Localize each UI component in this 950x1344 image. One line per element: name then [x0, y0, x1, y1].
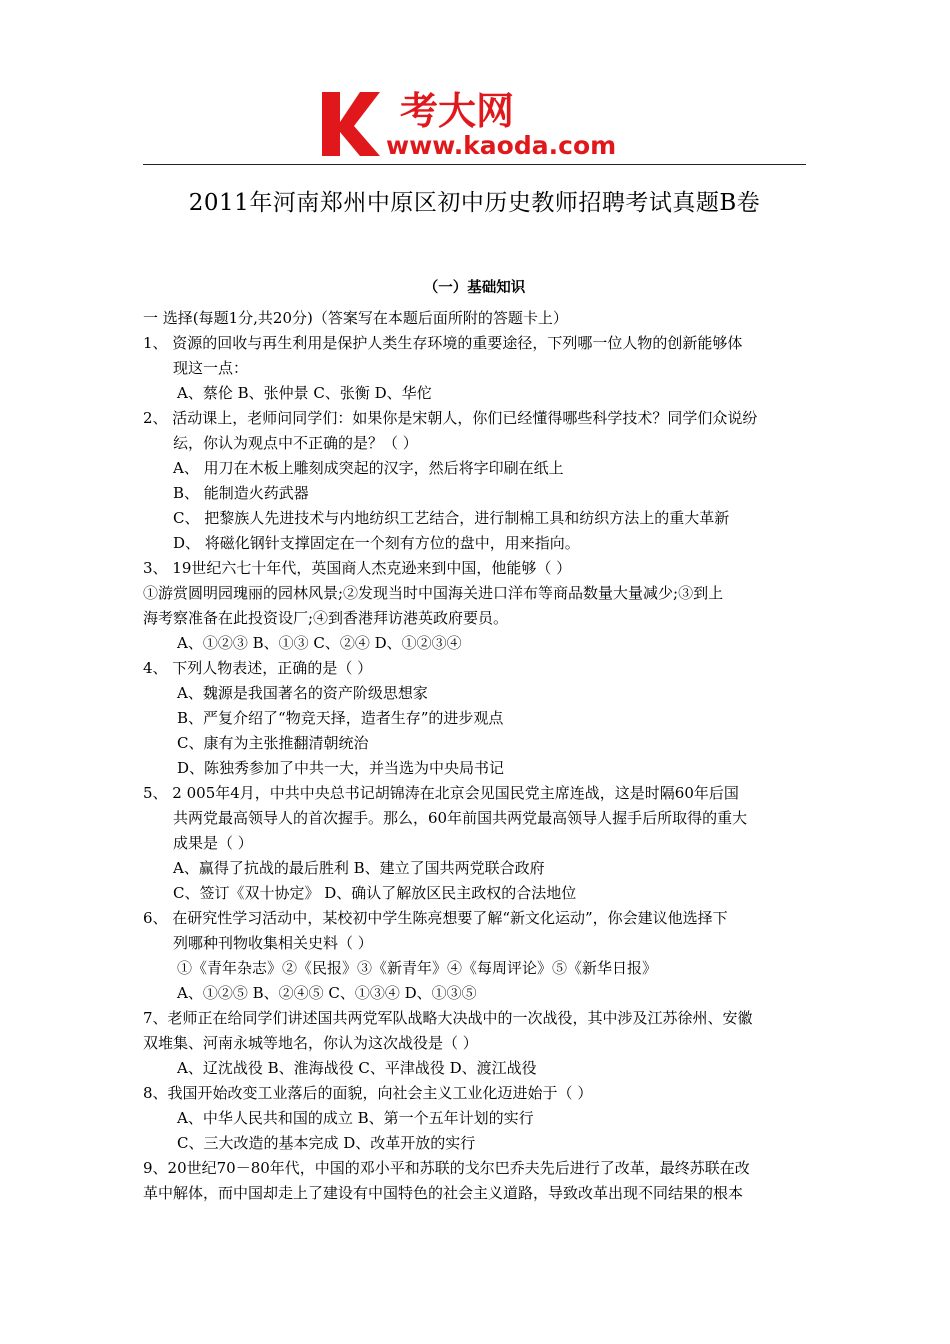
q3-line: ①游赏圆明园瑰丽的园林风景;②发现当时中国海关进口洋布等商品数量大量减少;③到上: [143, 584, 724, 602]
q1-options: A、蔡伦 B、张仲景 C、张衡 D、华佗: [177, 384, 432, 402]
q6-line: 列哪种刊物收集相关史料（ ）: [173, 934, 373, 952]
q3-line: 海考察准备在此投资设厂;④到香港拜访港英政府要员。: [143, 609, 509, 627]
section-heading: （一）基础知识: [423, 280, 526, 296]
q6-line: 6、 在研究性学习活动中，某校初中学生陈亮想要了解“新文化运动”，你会建议他选择下: [143, 909, 728, 927]
q7-line: 7、老师正在给同学们讲述国共两党军队战略大决战中的一次战役，其中涉及江苏徐州、安徽: [143, 1009, 753, 1027]
q8-options-ab: A、中华人民共和国的成立 B、第一个五年计划的实行: [177, 1109, 534, 1127]
q9-line: 9、20世纪70－80年代，中国的邓小平和苏联的戈尔巴乔夫先后进行了改革，最终苏联在改: [143, 1159, 750, 1177]
q8-options-cd: C、三大改造的基本完成 D、改革开放的实行: [177, 1134, 476, 1152]
q2-option-d: D、 将磁化钢针支撑固定在一个刻有方位的盘中，用来指向。: [173, 534, 580, 552]
q5-options-cd: C、签订《双十协定》 D、确认了解放区民主政权的合法地位: [173, 884, 577, 902]
q1-line: 现这一点：: [173, 359, 249, 377]
q5-line: 成果是（ ）: [173, 834, 253, 852]
header-rule: [143, 164, 806, 165]
q4-option-c: C、康有为主张推翻清朝统治: [177, 734, 369, 752]
q1-line: 1、 资源的回收与再生利用是保护人类生存环境的重要途径，下列哪一位人物的创新能够体: [143, 334, 743, 352]
q2-option-b: B、 能制造火药武器: [173, 484, 309, 502]
document-title: 2011年河南郑州中原区初中历史教师招聘考试真题B卷: [188, 190, 761, 216]
q3-options: A、①②③ B、①③ C、②④ D、①②③④: [177, 634, 462, 652]
q2-line: 2、 活动课上，老师问同学们：如果你是宋朝人，你们已经懂得哪些科学技术？同学们众说纷: [143, 409, 758, 427]
q2-line: 纭，你认为观点中不正确的是？（ ）: [173, 434, 418, 452]
q4-option-b: B、严复介绍了“物竞天择，造者生存”的进步观点: [177, 709, 504, 727]
q6-publication-list: ①《青年杂志》②《民报》③《新青年》④《每周评论》⑤《新华日报》: [177, 959, 658, 977]
q6-options: A、①②⑤ B、②④⑤ C、①③④ D、①③⑤: [177, 984, 477, 1002]
kaoda-logo: [318, 82, 648, 162]
instruction-line: 一 选择(每题1分,共20分)（答案写在本题后面所附的答题卡上）: [143, 309, 568, 327]
q2-option-a: A、 用刀在木板上雕刻成突起的汉字，然后将字印刷在纸上: [173, 459, 564, 477]
q4-option-a: A、魏源是我国著名的资产阶级思想家: [177, 684, 428, 702]
logo-k-mark: [322, 92, 380, 156]
q5-line: 共两党最高领导人的首次握手。那么，60年前国共两党最高领导人握手后所取得的重大: [173, 809, 748, 827]
q7-line: 双堆集、河南永城等地名，你认为这次战役是（ ）: [143, 1034, 478, 1052]
q7-options: A、辽沈战役 B、淮海战役 C、平津战役 D、渡江战役: [177, 1059, 537, 1077]
q9-line: 革中解体，而中国却走上了建设有中国特色的社会主义道路，导致改革出现不同结果的根本: [143, 1184, 744, 1202]
q2-option-c: C、 把黎族人先进技术与内地纺织工艺结合，进行制棉工具和纺织方法上的重大革新: [173, 509, 730, 527]
q5-line: 5、 2 005年4月，中共中央总书记胡锦涛在北京会见国民党主席连战，这是时隔60年后国: [143, 784, 739, 802]
logo-url: www.kaoda.com: [386, 131, 617, 160]
q4-line: 4、 下列人物表述，正确的是（ ）: [143, 659, 373, 677]
q8-line: 8、我国开始改变工业落后的面貌，向社会主义工业化迈进始于（ ）: [143, 1084, 593, 1102]
logo-name: 考大网: [400, 89, 515, 133]
q5-options-ab: A、赢得了抗战的最后胜利 B、建立了国共两党联合政府: [173, 859, 545, 877]
q4-option-d: D、陈独秀参加了中共一大，并当选为中央局书记: [177, 759, 505, 777]
q3-line: 3、 19世纪六七十年代，英国商人杰克逊来到中国，他能够（ ）: [143, 559, 572, 577]
question-list: [143, 306, 809, 1206]
